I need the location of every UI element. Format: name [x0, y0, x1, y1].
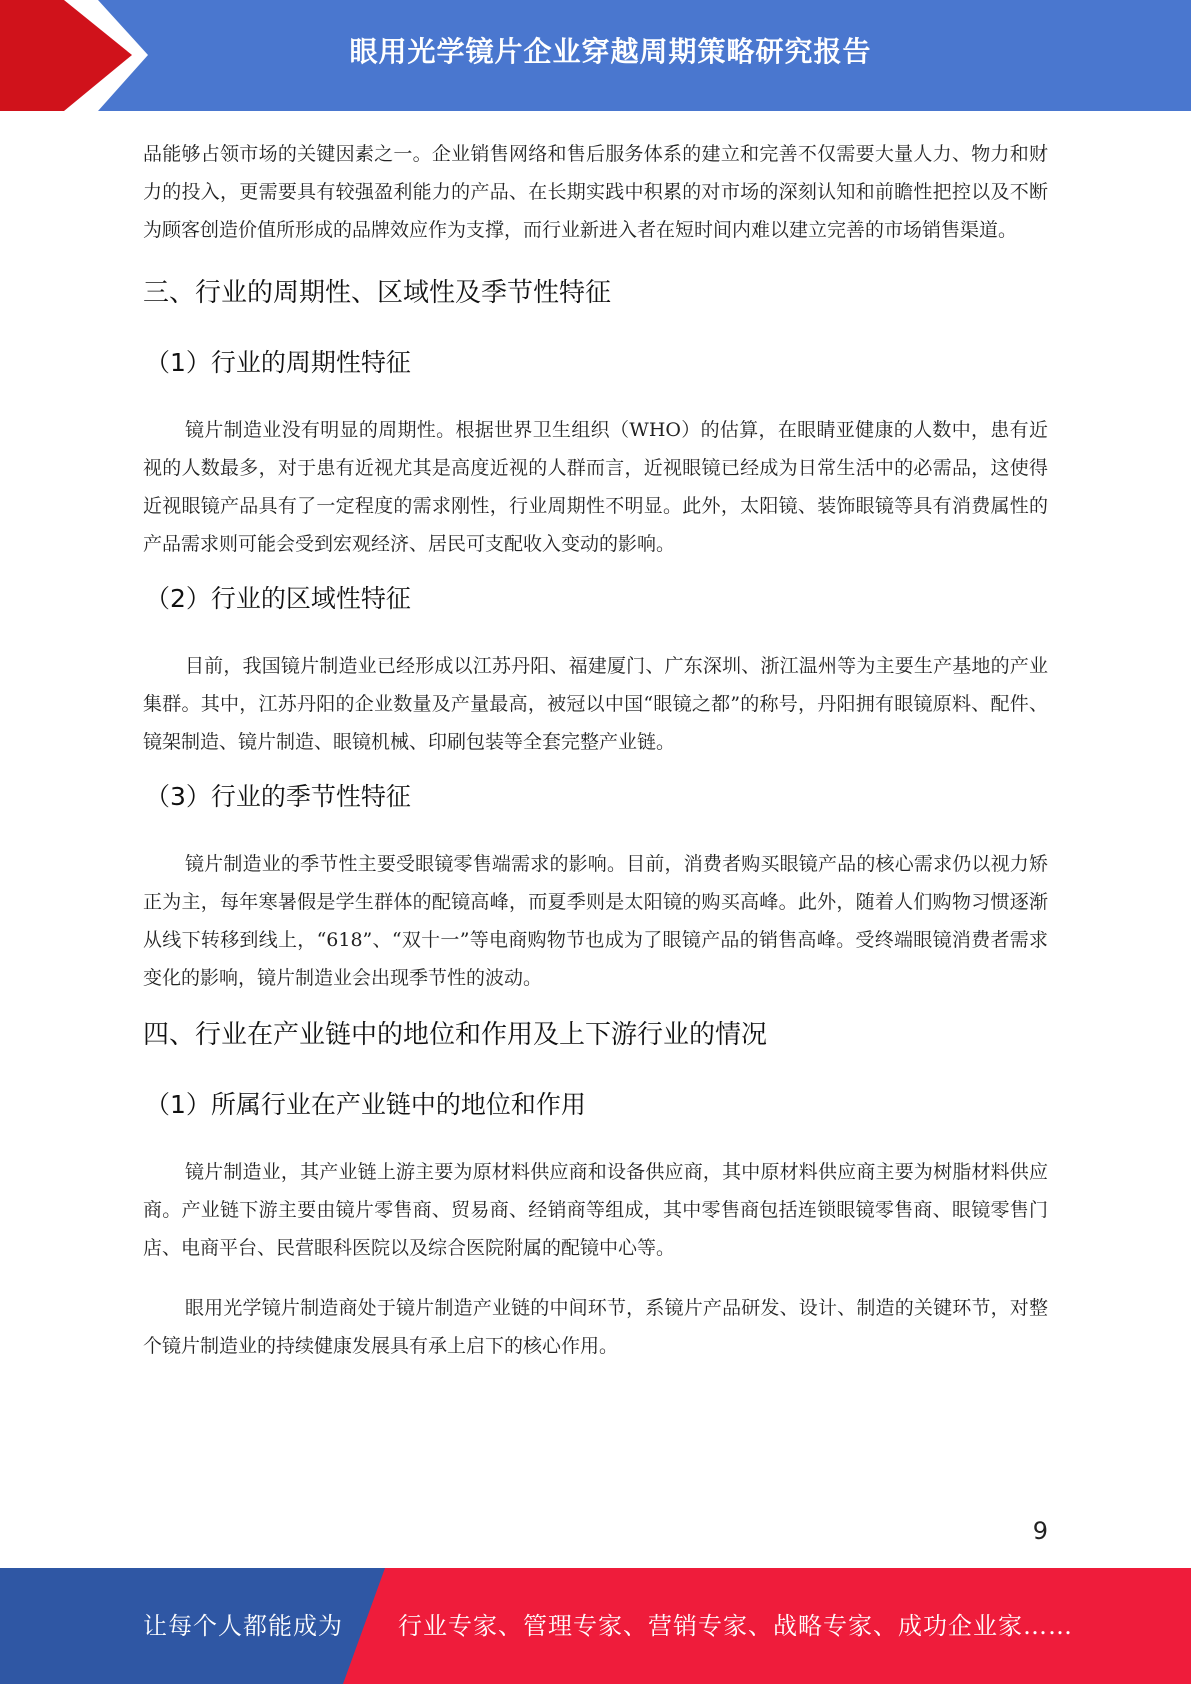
- intro-paragraph: 品能够占领市场的关键因素之一。企业销售网络和售后服务体系的建立和完善不仅需要大量人力、物力和财力的投入，更需要具有较强盈利能力的产品、在长期实践中积累的对市场的深刻认知和前瞻性把控以及不断为顾客创造价值所形成的品牌效应作为支撑，而行业新进入者在短时间内难以建立完善的市场销售渠道。: [143, 143, 1048, 241]
- section-3-2-heading: （2）行业的区域性特征: [145, 584, 411, 613]
- section-3-3-heading: （3）行业的季节性特征: [145, 782, 411, 811]
- section-4-1-paragraph-2: 眼用光学镜片制造商处于镜片制造产业链的中间环节，系镜片产品研发、设计、制造的关键环节，对整个镜片制造业的持续健康发展具有承上启下的核心作用。: [143, 1297, 1048, 1357]
- header-banner: [0, 0, 1191, 111]
- page-number: 9: [1032, 1517, 1048, 1545]
- document-title: 眼用光学镜片企业穿越周期策略研究报告: [349, 35, 872, 68]
- section-3-1-paragraph: 镜片制造业没有明显的周期性。根据世界卫生组织（WHO）的估算，在眼睛亚健康的人数中，患有近视的人数最多，对于患有近视尤其是高度近视的人群而言，近视眼镜已经成为日常生活中的必需品，这使得近视眼镜产品具有了一定程度的需求刚性，行业周期性不明显。此外，太阳镜、装饰眼镜等具有消费属性的产品需求则可能会受到宏观经济、居民可支配收入变动的影响。: [143, 419, 1048, 555]
- footer-banner: [0, 1568, 1191, 1684]
- section-3-2-paragraph: 目前，我国镜片制造业已经形成以江苏丹阳、福建厦门、广东深圳、浙江温州等为主要生产基地的产业集群。其中，江苏丹阳的企业数量及产量最高，被冠以中国“眼镜之都”的称号，丹阳拥有眼镜原料、配件、镜架制造、镜片制造、眼镜机械、印刷包装等全套完整产业链。: [143, 655, 1048, 753]
- footer-slogan-left: 让每个人都能成为: [143, 1612, 343, 1640]
- section-4-heading: 四、行业在产业链中的地位和作用及上下游行业的情况: [143, 1020, 768, 1050]
- section-3-1-heading: （1）行业的周期性特征: [145, 348, 411, 377]
- section-3-3-paragraph: 镜片制造业的季节性主要受眼镜零售端需求的影响。目前，消费者购买眼镜产品的核心需求仍以视力矫正为主，每年寒暑假是学生群体的配镜高峰，而夏季则是太阳镜的购买高峰。此外，随着人们购物习惯逐渐从线下转移到线上，“618”、“双十一”等电商购物节也成为了眼镜产品的销售高峰。受终端眼镜消费者需求变化的影响，镜片制造业会出现季节性的波动。: [143, 853, 1048, 989]
- footer-slogan-right: 行业专家、管理专家、营销专家、战略专家、成功企业家……: [398, 1612, 1073, 1640]
- section-4-1-paragraph-1: 镜片制造业，其产业链上游主要为原材料供应商和设备供应商，其中原材料供应商主要为树脂材料供应商。产业链下游主要由镜片零售商、贸易商、经销商等组成，其中零售商包括连锁眼镜零售商、眼镜零售门店、电商平台、民营眼科医院以及综合医院附属的配镜中心等。: [143, 1161, 1048, 1259]
- section-3-heading: 三、行业的周期性、区域性及季节性特征: [143, 278, 612, 308]
- section-4-1-heading: （1）所属行业在产业链中的地位和作用: [145, 1090, 586, 1119]
- page-content: [143, 135, 1048, 1365]
